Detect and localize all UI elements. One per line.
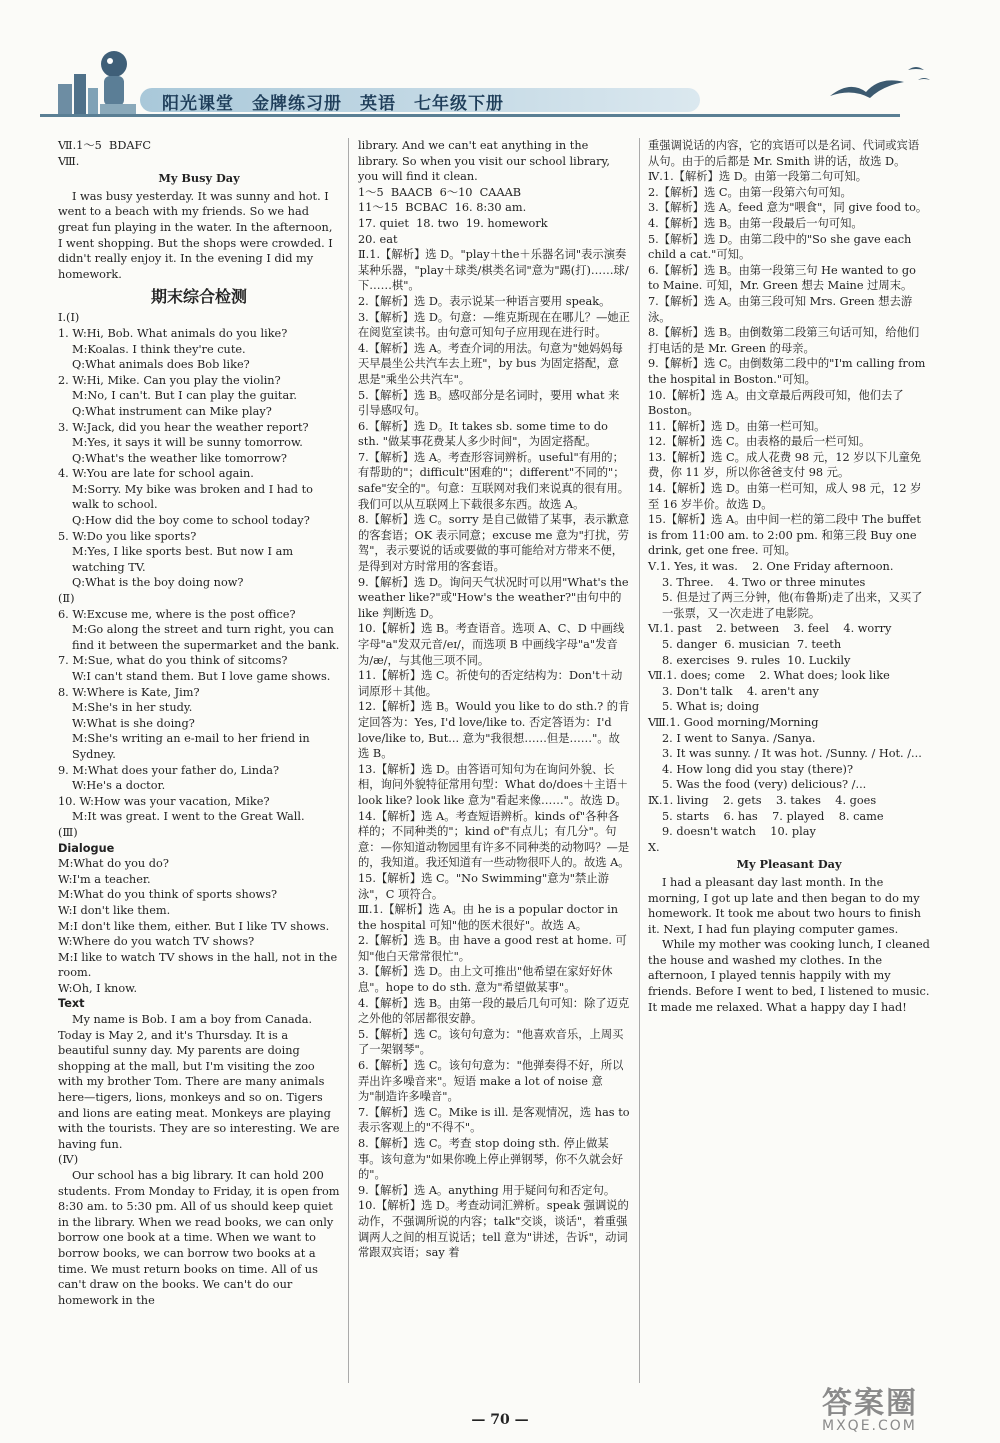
answer-line: Ⅱ.1.【解析】选 D。"play＋the＋乐器名词"表示演奏某种乐器，"play＋球类/棋类名词"意为"踢(打)……球/下……棋"。 <box>358 248 629 293</box>
answer-line: 10. W:How was your vacation, Mike? <box>58 794 270 808</box>
answer-line: W:Oh, I know. <box>58 981 138 995</box>
answer-column-1 <box>58 138 344 1393</box>
answer-line: 15.【解析】选 C。"No Swimming"意为"禁止游泳"，C 项符合。 <box>358 871 609 901</box>
answer-line: (Ⅲ) <box>58 825 78 839</box>
answer-line: 9.【解析】选 A。anything 用于疑问句和否定句。 <box>358 1183 616 1197</box>
answer-line: 14.【解析】选 A。考查短语辨析。kinds of"各种各样的；不同种类的"；kind of"有点儿；有几分"。句意：—你知道动物园里有许多不同种类的动物吗？—是的，我知道。我还知道有一些动物很吓人的。故选 A。 <box>358 809 630 870</box>
answer-line: 11.【解析】选 D。由第一栏可知。 <box>648 419 826 433</box>
answer-line: W:Where do you watch TV shows? <box>58 935 255 949</box>
watermark-logo <box>822 1378 978 1434</box>
answer-line: 4. W:You are late for school again. <box>58 467 254 481</box>
answer-line: 8. W:Where is Kate, Jim? <box>58 685 200 699</box>
column-divider <box>348 138 349 1383</box>
answer-line: Q:What is the boy doing now? <box>72 576 244 590</box>
answer-line: 2. W:Hi, Mike. Can you play the violin? <box>58 373 281 387</box>
watermark-text: 答案圈 <box>822 1386 918 1421</box>
answer-line: 8.【解析】选 C。sorry 是自己做错了某事，表示歉意的客套语；OK 表示同意；excuse me 意为"打扰，劳驾"，表示要说的话或要做的事可能给对方带来不便，是得到对方时常用的客套语。 <box>358 513 630 574</box>
answer-line: Ⅲ.1.【解析】选 A。由 he is a popular doctor in the hospital 可知"他的医术很好"。故选 A。 <box>358 903 622 932</box>
answer-line: 3. W:Jack, did you hear the weather report? <box>58 420 309 434</box>
answer-line: Ⅷ. <box>58 154 80 168</box>
page-number: — 70 — <box>471 1412 529 1428</box>
answer-column-2 <box>358 138 634 1393</box>
section-subheading: Text <box>58 997 85 1011</box>
header-title <box>162 89 522 114</box>
answer-line: 5. Was the food (very) delicious? /... <box>662 778 867 792</box>
answer-line: M:Yes, I like sports best. But now I am watching TV. <box>72 545 297 574</box>
answer-line: 17. quiet 18. two 19. homework <box>358 216 548 230</box>
answer-column-3 <box>648 138 934 1393</box>
answer-line: 13.【解析】选 D。由答语可知句为在询问外貌、长相，询问外貌特征常用句型：What do/does＋主语＋look like? look like 意为"看起来像……"。故选 D。 <box>358 762 629 807</box>
answer-line: M:Sorry. My bike was broken and I had to walk to school. <box>72 482 317 512</box>
answer-line: 3.【解析】选 D。由上文可推出"他希望在家好好休息"。hope to do sth. 意为"希望做某事"。 <box>358 965 613 995</box>
answer-line: W:I don't like them. <box>58 903 171 917</box>
answer-line: I had a pleasant day last month. In the morning, I got up late and then began to do my homework. It took me about two hours to finish it. Next, I had fun playing computer games. <box>648 875 925 936</box>
answer-line: Ⅶ.1. does; come 2. What does; look like <box>648 669 890 683</box>
answer-line: Ⅸ.1. living 2. gets 3. takes 4. goes <box>648 793 877 807</box>
answer-line: 9.【解析】选 C。由倒数第二段中的"I'm calling from the hospital in Boston."可知。 <box>648 357 929 386</box>
answer-line: 4. How long did you stay (there)? <box>662 762 854 776</box>
answer-line: 12.【解析】选 B。Would you like to do sth.? 的肯定回答为：Yes, I'd love/like to. 否定答语为：I'd love/like to, But... 意为"我很想……但是……"。故选 B。 <box>358 700 630 761</box>
answer-line: W:He's a doctor. <box>72 779 166 793</box>
answer-line: M:I don't like them, either. But I like TV shows. <box>58 919 330 933</box>
header-rule <box>40 114 900 117</box>
answer-line: M:No, I can't. But I can play the guitar. <box>72 389 297 403</box>
answer-line: 3. Don't talk 4. aren't any <box>662 684 819 698</box>
answer-line: 15.【解析】选 A。由中间一栏的第二段中 The buffet is from 11:00 am. to 2:00 pm. 和第三段 Buy one drink, get one free. 可知。 <box>648 513 925 558</box>
answer-line: 5. W:Do you like sports? <box>58 529 197 543</box>
answer-line: Q:What animals does Bob like? <box>72 358 250 372</box>
answer-line: 5. danger 6. musician 7. teeth <box>662 638 842 651</box>
answer-line: 9. doesn't watch 10. play <box>662 825 816 839</box>
answer-line: 7.【解析】选 C。Mike is ill. 是客观情况，选 has to 表示客观上的"不得不"。 <box>358 1105 634 1135</box>
answer-line: M:I like to watch TV shows in the hall, not in the room. <box>58 950 341 980</box>
answer-line: library. And we can't eat anything in the library. So when you visit our school library, you will find it clean. <box>358 139 614 184</box>
answer-line: 1～5 BAACB 6～10 CAAAB <box>358 185 522 199</box>
watermark-url: MXQE.COM <box>822 1418 917 1434</box>
answer-line: M:It was great. I went to the Great Wall. <box>72 810 305 824</box>
answer-line: My name is Bob. I am a boy from Canada. Today is May 2, and it's Thursday. It is a beautiful sunny day. My parents are doing shopping at the mall, but I'm visiting the zoo with my brother Tom. There are many animals here—tigers, lions, monkeys and so on. Tigers and lions are eating meat. Monkeys are playing with the tourists. They are so interesting. We are having fun. <box>58 1013 344 1151</box>
answer-line: 5.【解析】选 B。感叹部分是名词时，要用 what 来引导感叹句。 <box>358 388 620 418</box>
section-heading: My Busy Day <box>158 171 240 186</box>
answer-line: 7.【解析】选 A。由第三段可知 Mrs. Green 想去游泳。 <box>648 294 913 324</box>
answer-line: M:Koalas. I think they're cute. <box>72 342 246 356</box>
answer-line: 4.【解析】选 A。考查介词的用法。句意为"她妈妈每天早晨坐公共汽车去上班"，by bus 为固定搭配，意思是"乘坐公共汽车"。 <box>358 341 623 386</box>
answer-line: Q:What's the weather like tomorrow? <box>72 451 287 465</box>
answer-line: 2.【解析】选 C。由第一段第六句可知。 <box>648 185 852 199</box>
answer-line: 9. M:What does your father do, Linda? <box>58 763 280 777</box>
series-name: 阳光课堂 <box>162 94 234 114</box>
answer-line: 9.【解析】选 D。询问天气状况时可以用"What's the weather like?"或"How's the weather?"由句中的 like 判断选 D。 <box>358 575 633 620</box>
answer-line: M:Go along the street and turn right, you can find it between the supermarket and the bank. <box>72 623 340 652</box>
answer-line: W:I'm a teacher. <box>58 872 151 886</box>
answer-line: 14.【解析】选 D。由第一栏可知，成人 98 元，12 岁至 16 岁半价。故选 D。 <box>648 482 922 511</box>
answer-line: Q:What instrument can Mike play? <box>72 404 272 418</box>
answer-line: 11～15 BCBAC 16. 8:30 am. <box>358 201 527 215</box>
answer-line: 10.【解析】选 B。考查语音。选项 A、C、D 中画线字母"a"发双元音/eɪ/，而选项 B 中画线字母"a"发音为/æ/，与其他三项不同。 <box>358 622 625 667</box>
answer-line: 4.【解析】选 B。由第一段最后一句可知。 <box>648 216 863 230</box>
book-name: 金牌练习册 <box>252 94 342 114</box>
answer-line: 7.【解析】选 A。考查形容词辨析。useful"有用的；有帮助的"；difficult"困难的"；different"不同的"；safe"安全的"。句意：互联网对我们来说真的很有用。我们可以从互联网上下载很多东西。故选 A。 <box>358 450 630 511</box>
answer-line: 4.【解析】选 B。由第一段的最后几句可知：除了迈克之外他的邻居都很安静。 <box>358 996 630 1026</box>
answer-line: Ⅴ.1. Yes, it was. 2. One Friday afternoon. <box>648 560 894 574</box>
answer-line: 重强调说话的内容，它的宾语可以是名词、代词或宾语从句。由于的后都是 Mr. Smith 讲的话，故选 D。 <box>648 139 920 168</box>
answer-line: M:What do you think of sports shows? <box>58 888 278 902</box>
answer-line: I was busy yesterday. It was sunny and hot. I went to a beach with my friends. So we had great fun playing in the water. In the afternoon, I went shopping. But the shops were crowded. I didn't really enjoy it. In the evening I did my homework. <box>58 189 337 281</box>
answer-line: W:I can't stand them. But I love game shows. <box>72 670 331 683</box>
answer-line: 5. starts 6. has 7. played 8. came <box>662 809 884 823</box>
answer-line: 7. M:Sue, what do you think of sitcoms? <box>58 654 288 668</box>
answer-line: 13.【解析】选 C。成人花费 98 元，12 岁以下儿童免费，你 11 岁，所以你爸爸支付 98 元。 <box>648 450 922 480</box>
answer-line: 5.【解析】选 C。该句句意为："他喜欢音乐，上周买了一架钢琴"。 <box>358 1027 624 1057</box>
answer-line: M:Yes, it says it will be sunny tomorrow. <box>72 436 303 450</box>
answer-line: 10.【解析】选 D。考查动词汇辨析。speak 强调说的动作，不强调所说的内容；talk"交谈，谈话"，着重强调两人之间的相互说话；tell 意为"讲述，告诉"，动词常跟双宾语；say 着 <box>358 1199 629 1260</box>
answer-line: Our school has a big library. It can hold 200 students. From Monday to Friday, it is open from 8:30 am. to 5:30 pm. All of us should keep quiet in the library. When we read books, we can only borrow one book at a time. When we want to borrow books, we can borrow two books at a time. We must return books on time. All of us can't draw on the books. We can't do our homework in the <box>58 1169 344 1307</box>
answer-line: 11.【解析】选 C。祈使句的否定结构为：Don't＋动词原形＋其他。 <box>358 669 623 698</box>
answer-line: Ⅷ.1. Good morning/Morning <box>648 715 819 729</box>
answer-line: 2. I went to Sanya. /Sanya. <box>662 731 816 745</box>
answer-line: 8. exercises 9. rules 10. Luckily <box>662 653 851 667</box>
answer-line: W:What is she doing? <box>72 716 195 730</box>
answer-line: 2.【解析】选 D。表示说某一种语言要用 speak。 <box>358 294 611 308</box>
page-header <box>40 40 960 120</box>
answer-line: 5. 但是过了两三分钟，他(布鲁斯)走了出来，又买了一张票，又一次走进了电影院。 <box>662 591 923 620</box>
answer-line: 3. It was sunny. / It was hot. /Sunny. / Hot. /... <box>662 747 922 761</box>
subject-name: 英语 <box>360 94 396 114</box>
answer-line: (Ⅳ) <box>58 1153 79 1167</box>
cartoon-logo-icon <box>52 44 142 116</box>
answer-line: M:What do you do? <box>58 857 169 871</box>
answer-line: 2.【解析】选 B。由 have a good rest at home. 可知"他白天常常很忙"。 <box>358 934 627 963</box>
answer-line: 6.【解析】选 D。It takes sb. some time to do sth. "做某事花费某人多少时间"，为固定搭配。 <box>358 419 612 449</box>
answer-line: 6.【解析】选 C。该句句意为："他弹奏得不好，所以弄出许多噪音来"。短语 make a lot of noise 意为"制造许多噪音"。 <box>358 1059 624 1104</box>
answer-line: Ⅹ. <box>648 840 660 854</box>
answer-line: 8.【解析】选 C。考查 stop doing sth. 停止做某事。该句意为"如果你晚上停止弹钢琴，你不久就会好的"。 <box>358 1137 624 1182</box>
answer-line: 20. eat <box>358 232 398 246</box>
answer-line: 5.【解析】选 D。由第二段中的"So she gave each child a cat."可知。 <box>648 232 915 262</box>
answer-line: Ⅶ.1～5 BDAFC <box>58 139 152 152</box>
answer-line: 6. W:Excuse me, where is the post office? <box>58 607 296 621</box>
section-subheading: Dialogue <box>58 841 115 855</box>
answer-line: 5. What is; doing <box>662 700 760 714</box>
answer-line: Q:How did the boy come to school today? <box>72 514 310 528</box>
section-heading: My Pleasant Day <box>736 857 842 872</box>
answer-line: (Ⅱ) <box>58 592 75 606</box>
answer-line: 1. W:Hi, Bob. What animals do you like? <box>58 326 288 340</box>
column-divider <box>639 138 640 1383</box>
answer-line: 3. Three. 4. Two or three minutes <box>662 575 866 589</box>
answer-line: Ⅵ.1. past 2. between 3. feel 4. worry <box>648 622 892 636</box>
section-heading: 期末综合检测 <box>150 287 247 307</box>
answer-line: M:She's writing an e-mail to her friend in Sydney. <box>72 732 314 761</box>
answer-line: 3.【解析】选 D。句意：—维克斯现在在哪儿？—她正在阅览室读书。由句意可知句子应用现在进行时。 <box>358 310 630 340</box>
answer-line: 12.【解析】选 C。由表格的最后一栏可知。 <box>648 435 871 449</box>
answer-line: While my mother was cooking lunch, I cleaned the house and washed my clothes. In the afternoon, I played tennis happily with my friends. Before I went to bed, I listened to music. It made me relaxed. What a happy day I had! <box>648 938 934 1014</box>
answer-line: 8.【解析】选 B。由倒数第二段第三句话可知，给他们打电话的是 Mr. Green 的母亲。 <box>648 326 920 355</box>
answer-line: Ⅰ.(Ⅰ) <box>58 311 80 325</box>
answer-line: Ⅳ.1.【解析】选 D。由第一段第二句可知。 <box>648 170 868 184</box>
answer-line: M:She's in her study. <box>72 701 193 715</box>
answer-line: 6.【解析】选 B。由第一段第三句 He wanted to go to Maine. 可知，Mr. Green 想去 Maine 过周末。 <box>648 263 920 293</box>
grade-name: 七年级下册 <box>414 94 504 114</box>
answer-line: 3.【解析】选 A。feed 意为"喂食"，同 give food to。 <box>648 201 928 215</box>
answer-line: 10.【解析】选 A。由文章最后两段可知，他们去了 Boston。 <box>648 388 908 418</box>
flying-birds-icon <box>820 58 940 108</box>
